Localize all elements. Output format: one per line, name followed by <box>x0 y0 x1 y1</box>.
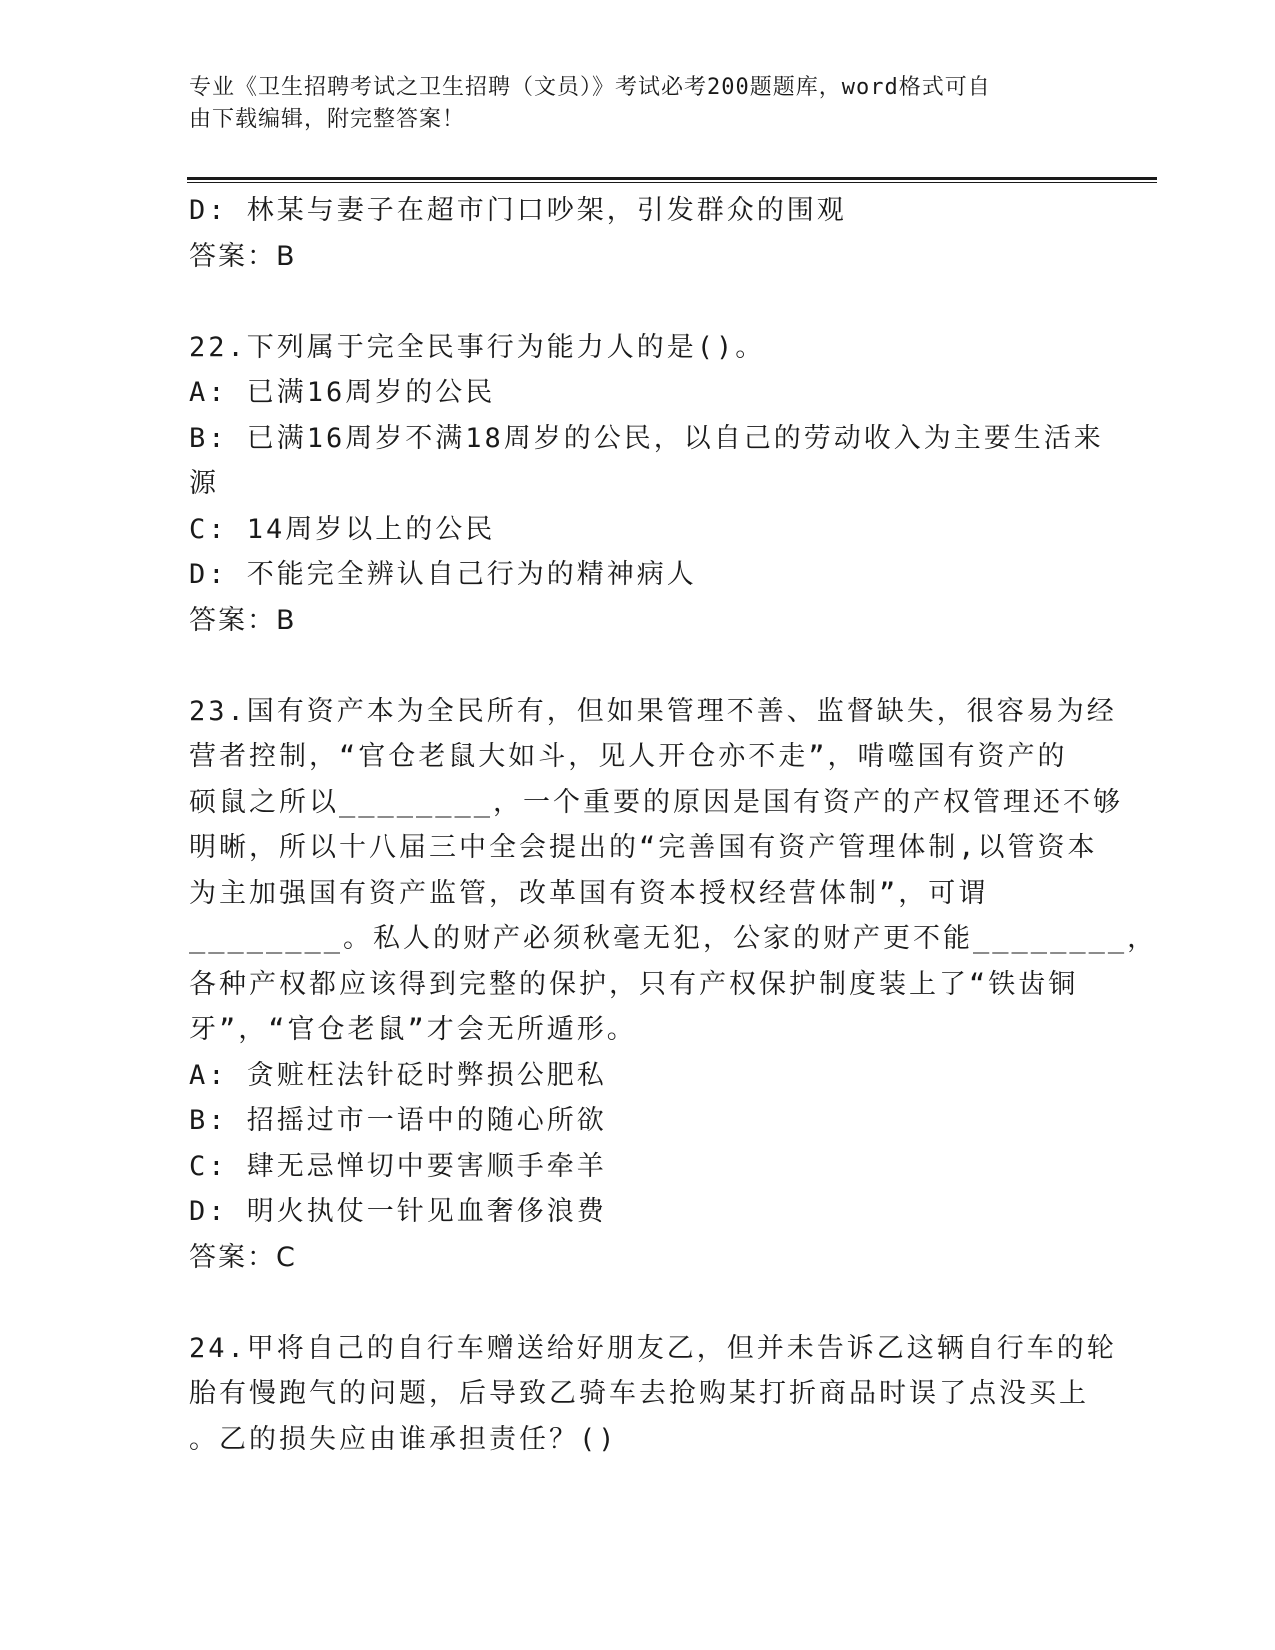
q23-stem-line: 营者控制，“官仓老鼠大如斗，见人开仓亦不走”，啃噬国有资产的 <box>189 741 1068 772</box>
q23-stem-line: 23.国有资产本为全民所有，但如果管理不善、监督缺失，很容易为经 <box>189 695 1117 727</box>
q22-option-c: C: 14周岁以上的公民 <box>189 513 496 545</box>
q23-stem-line: 硕鼠之所以________，一个重要的原因是国有资产的产权管理还不够 <box>189 786 1124 818</box>
q22-answer: 答案：B <box>189 604 297 636</box>
q22-option-d: D: 不能完全辨认自己行为的精神病人 <box>189 559 697 590</box>
header-divider-thick <box>187 177 1157 180</box>
q23-stem-line: 为主加强国有资产监管，改革国有资本授权经营体制”，可谓 <box>189 877 989 909</box>
spacer <box>189 279 1089 325</box>
header-line-1: 专业《卫生招聘考试之卫生招聘（文员）》考试必考200题题库，word格式可自 <box>189 75 991 100</box>
q21-answer: 答案：B <box>189 240 297 272</box>
q24-stem-line: 24.甲将自己的自行车赠送给好朋友乙，但并未告诉乙这辆自行车的轮 <box>189 1332 1117 1364</box>
question-21-tail <box>189 188 1089 279</box>
q22-option-a: A: 已满16周岁的公民 <box>189 377 496 408</box>
q23-option-c: C: 肆无忌惮切中要害顺手牵羊 <box>189 1150 607 1182</box>
q23-option-d: D: 明火执仗一针见血奢侈浪费 <box>189 1196 607 1227</box>
header-line-2: 由下载编辑，附完整答案！ <box>189 107 466 132</box>
q23-stem-line: 各种产权都应该得到完整的保护，只有产权保护制度装上了“铁齿铜 <box>189 968 1079 1000</box>
q23-stem-line: 明晰，所以十八届三中全会提出的“完善国有资产管理体制,以管资本 <box>189 832 1098 863</box>
question-22 <box>189 325 1104 644</box>
document-header <box>189 72 1089 136</box>
question-24 <box>189 1326 1117 1463</box>
q23-option-b: B: 招摇过市一语中的随心所欲 <box>189 1105 607 1136</box>
q22-stem: 22.下列属于完全民事行为能力人的是()。 <box>189 331 766 363</box>
spacer <box>189 1280 1089 1326</box>
q24-stem-line: 。乙的损失应由谁承担责任？() <box>189 1423 618 1455</box>
q24-stem-line: 胎有慢跑气的问题，后导致乙骑车去抢购某打折商品时误了点没买上 <box>189 1378 1089 1409</box>
q23-answer: 答案：C <box>189 1241 297 1273</box>
spacer <box>189 643 1089 689</box>
q23-option-a: A: 贪赃枉法针砭时弊损公肥私 <box>189 1059 607 1091</box>
q22-option-b-line-2: 源 <box>189 468 219 499</box>
q22-option-b-line-1: B: 已满16周岁不满18周岁的公民，以自己的劳动收入为主要生活来 <box>189 422 1104 454</box>
q21-option-d: D: 林某与妻子在超市门口吵架，引发群众的围观 <box>189 195 847 226</box>
q23-stem-line: 牙”，“官仓老鼠”才会无所遁形。 <box>189 1014 637 1045</box>
question-23 <box>189 689 1158 1281</box>
document-body <box>189 188 1158 1462</box>
q23-stem-line: ________。私人的财产必须秋毫无犯，公家的财产更不能________， <box>189 923 1158 954</box>
header-divider-thin <box>187 182 1157 183</box>
